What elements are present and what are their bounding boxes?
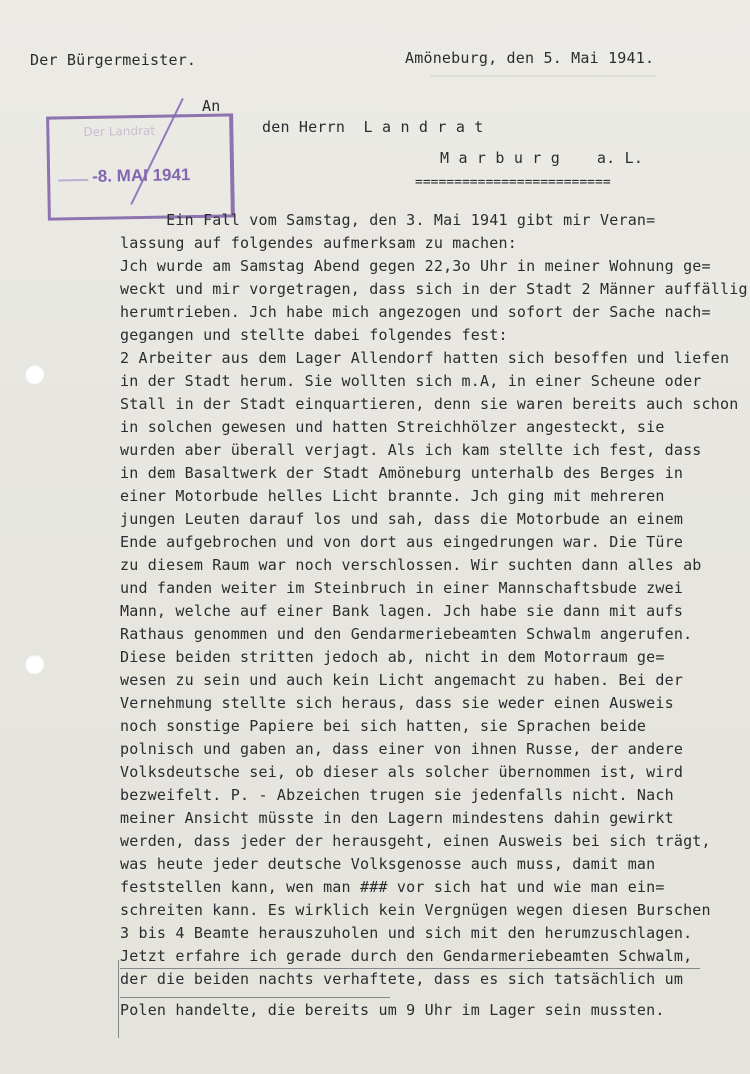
body-line: schreiten kann. Es wirklich kein Vergnügen wegen diesen Burschen: [120, 901, 711, 919]
stamp-heading: Der Landrat: [83, 123, 156, 139]
body-line: meiner Ansicht müsste in den Lagern mindestens dahin gewirkt: [120, 809, 674, 827]
body-line: in der Stadt herum. Sie wollten sich m.A, in einer Scheune oder: [120, 372, 702, 390]
body-line: zu diesem Raum war noch verschlossen. Wir suchten dann alles ab: [120, 556, 702, 574]
body-line: weckt und mir vorgetragen, dass sich in der Stadt 2 Männer auffällig: [120, 280, 748, 298]
body-line: Diese beiden stritten jedoch ab, nicht in dem Motorraum ge=: [120, 648, 665, 666]
body-line: jungen Leuten darauf los und sah, dass die Motorbude an einem: [120, 510, 684, 528]
body-line: wesen zu sein und auch kein Licht angemacht zu haben. Bei der: [120, 671, 684, 689]
punch-hole-lower: [24, 654, 44, 674]
body-line: was heute jeder deutsche Volksgenosse auch muss, damit man: [120, 855, 656, 873]
address-an: An: [202, 97, 221, 115]
body-line: in dem Basaltwerk der Stadt Amöneburg unterhalb des Berges in: [120, 464, 684, 482]
body-line: Mann, welche auf einer Bank lagen. Jch habe sie dann mit aufs: [120, 602, 684, 620]
body-line: einer Motorbude helles Licht brannte. Jch ging mit mehreren: [120, 487, 665, 505]
body-line: herumtrieben. Jch habe mich angezogen und sofort der Sache nach=: [120, 303, 711, 321]
body-line: bezweifelt. P. - Abzeichen trugen sie jedenfalls nicht. Nach: [120, 786, 674, 804]
address-city: M a r b u r g a. L.: [440, 149, 644, 167]
body-line: lassung auf folgendes aufmerksam zu machen:: [120, 234, 517, 252]
body-line: Ende aufgebrochen und von dort aus eingedrungen war. Die Türe: [120, 533, 684, 551]
stamp-date: -8. MAI 1941: [91, 165, 191, 186]
stamp-mark: [58, 179, 88, 182]
address-rule: =========================: [415, 175, 611, 190]
punch-hole-upper: [24, 364, 44, 384]
place-date-line: Amöneburg, den 5. Mai 1941.: [405, 49, 655, 67]
body-line: Vernehmung stellte sich heraus, dass sie weder einen Ausweis: [120, 694, 674, 712]
body-line: der die beiden nachts verhaftete, dass es sich tatsächlich um: [120, 970, 684, 988]
body-line: Stall in der Stadt einquartieren, denn sie waren bereits auch schon: [120, 395, 739, 413]
body-line: Jetzt erfahre ich gerade durch den Gendarmeriebeamten Schwalm,: [120, 947, 693, 965]
body-line: werden, dass jeder der herausgeht, einen Ausweis bei sich trägt,: [120, 832, 711, 850]
sender-line: Der Bürgermeister.: [30, 51, 197, 69]
body-line: 3 bis 4 Beamte herauszuholen und sich mit den herumzuschlagen.: [120, 924, 693, 942]
pencil-underline: [120, 997, 390, 998]
body-line: 2 Arbeiter aus dem Lager Allendorf hatten sich besoffen und liefen: [120, 349, 730, 367]
received-stamp: [46, 113, 235, 220]
body-line: in solchen gewesen und hatten Streichhölzer angesteckt, sie: [120, 418, 665, 436]
body-line: wurden aber überall verjagt. Als ich kam stellte ich fest, dass: [120, 441, 702, 459]
pencil-underline: [120, 968, 700, 969]
body-line: Rathaus genommen und den Gendarmeriebeamten Schwalm angerufen.: [120, 625, 693, 643]
body-line: noch sonstige Papiere bei sich hatten, sie Sprachen beide: [120, 717, 647, 735]
bleed-through-text: ━━━━━━━━━━━━━━━━━━━━━━━━━━━━━━━━━━: [430, 70, 656, 83]
body-line: gegangen und stellte dabei folgendes fest:: [120, 326, 508, 344]
body-line: Jch wurde am Samstag Abend gegen 22,3o Uhr in meiner Wohnung ge=: [120, 257, 711, 275]
body-line: Volksdeutsche sei, ob dieser als solcher übernommen ist, wird: [120, 763, 684, 781]
body-line: polnisch und gaben an, dass einer von ihnen Russe, der andere: [120, 740, 684, 758]
body-line: feststellen kann, wen man ### vor sich hat und wie man ein=: [120, 878, 665, 896]
address-recipient: den Herrn L a n d r a t: [262, 118, 484, 136]
body-line: Polen handelte, die bereits um 9 Uhr im Lager sein mussten.: [120, 1001, 665, 1019]
body-line: Ein Fall vom Samstag, den 3. Mai 1941 gibt mir Veran=: [120, 211, 656, 229]
body-line: und fanden weiter im Steinbruch in einer Mannschaftsbude zwei: [120, 579, 684, 597]
pencil-bracket: [118, 960, 119, 1038]
